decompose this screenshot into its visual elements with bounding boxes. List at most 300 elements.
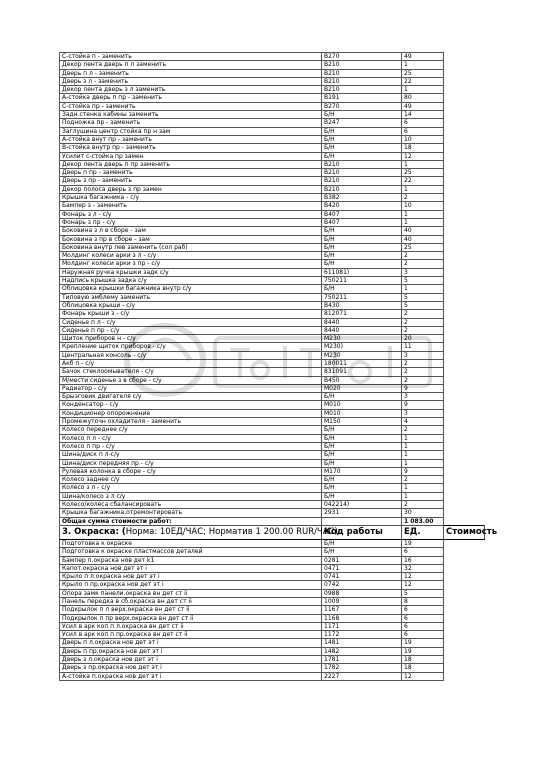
work-cost xyxy=(444,631,485,639)
work-cost xyxy=(444,177,485,185)
section-header-cell xyxy=(60,525,338,539)
work-name: Крышка багажника.отремонтировать xyxy=(60,509,322,517)
table-row xyxy=(60,144,485,152)
work-cost xyxy=(444,656,485,664)
work-cost xyxy=(444,119,485,127)
work-name: Крепление щиток приборов - с/у xyxy=(60,343,322,351)
work-units: 2 xyxy=(402,260,444,268)
table-row xyxy=(60,111,485,119)
table-row xyxy=(60,301,485,309)
work-units: 80 xyxy=(402,94,444,102)
work-code: B450 xyxy=(322,376,402,384)
work-units: 22 xyxy=(402,177,444,185)
work-code: Б/Н xyxy=(322,484,402,492)
work-cost xyxy=(444,202,485,210)
work-name: Усил в арк коп п л.окраска вн дет ст ii xyxy=(60,622,322,630)
paint-row xyxy=(60,614,485,622)
work-name: А-стойка внут пр - заменить xyxy=(60,135,322,143)
work-name: Фонарь крыши з - с/у xyxy=(60,310,322,318)
work-name: Боковина з л в сборе - зам xyxy=(60,227,322,235)
paint-row xyxy=(60,581,485,589)
work-name: Подготовка к окраске пластмассов деталей xyxy=(60,548,322,556)
work-units: 6 xyxy=(402,606,444,614)
table-row xyxy=(60,61,485,69)
work-code: Б/Н xyxy=(322,451,402,459)
work-name: Опора замк панели.окраска вн дет ст ii xyxy=(60,589,322,597)
work-cost xyxy=(444,194,485,202)
table-row xyxy=(60,442,485,450)
work-name: Колесо переднее с/у xyxy=(60,426,322,434)
column-header-code: Код работы xyxy=(322,525,402,539)
work-units: 5 xyxy=(402,293,444,301)
work-cost xyxy=(444,639,485,647)
total-label: Общая сумма стоимости работ: xyxy=(60,517,322,525)
paint-row xyxy=(60,647,485,655)
work-code: Б/Н xyxy=(322,260,402,268)
work-cost xyxy=(444,227,485,235)
table-row xyxy=(60,310,485,318)
work-cost xyxy=(444,589,485,597)
work-cost xyxy=(444,647,485,655)
work-cost xyxy=(444,326,485,334)
work-name: Конденсатор - с/у xyxy=(60,401,322,409)
table-row xyxy=(60,243,485,251)
work-cost xyxy=(444,160,485,168)
work-code: 1172 xyxy=(322,631,402,639)
table-row xyxy=(60,359,485,367)
work-code: B210 xyxy=(322,77,402,85)
work-cost xyxy=(444,418,485,426)
work-units: 40 xyxy=(402,227,444,235)
work-code: B210 xyxy=(322,61,402,69)
work-units: 1 xyxy=(402,459,444,467)
column-header-cost: Стоимость xyxy=(444,525,485,539)
work-code: Б/Н xyxy=(322,227,402,235)
work-units: 2 xyxy=(402,326,444,334)
work-units: 19 xyxy=(402,639,444,647)
work-code: 831091 xyxy=(322,368,402,376)
work-code: Б/Н xyxy=(322,144,402,152)
work-code: B430 xyxy=(322,301,402,309)
table-row xyxy=(60,77,485,85)
work-name: Декор полоса дверь з пр замен xyxy=(60,185,322,193)
work-code: B210 xyxy=(322,177,402,185)
work-cost xyxy=(444,335,485,343)
table-row xyxy=(60,426,485,434)
work-name: В-стойка внутр пр - заменить xyxy=(60,144,322,152)
work-code: B407 xyxy=(322,218,402,226)
work-name: Подкрылок п пр верх.окраска вн дет ст ii xyxy=(60,614,322,622)
work-name: Заглушина центр стойка пр н зам xyxy=(60,127,322,135)
work-cost xyxy=(444,235,485,243)
work-cost xyxy=(444,102,485,110)
paint-row xyxy=(60,564,485,572)
work-units: 1 xyxy=(402,442,444,450)
table-row xyxy=(60,102,485,110)
work-code: B270 xyxy=(322,102,402,110)
table-row xyxy=(60,227,485,235)
work-name: Колесо заднее с/у xyxy=(60,476,322,484)
work-cost xyxy=(444,318,485,326)
work-code: M020 xyxy=(322,384,402,392)
work-name: Брызговик двигателя с/у xyxy=(60,393,322,401)
work-name: Подготовка к окраске xyxy=(60,539,322,547)
work-units: 3 xyxy=(402,409,444,417)
work-name: Облицовка крыши - с/у xyxy=(60,301,322,309)
work-code: B407 xyxy=(322,210,402,218)
work-name: А-стойка дверь п пр - заменить xyxy=(60,94,322,102)
table-row xyxy=(60,194,485,202)
work-name: Задн.стенка кабины заменить xyxy=(60,111,322,119)
work-name: Колесо з л - с/у xyxy=(60,484,322,492)
paint-row xyxy=(60,672,485,680)
work-code: B191 xyxy=(322,94,402,102)
work-code: Б/Н xyxy=(322,243,402,251)
document-sheet xyxy=(59,52,498,681)
work-units: 40 xyxy=(402,235,444,243)
work-cost xyxy=(444,285,485,293)
work-cost xyxy=(444,434,485,442)
work-cost xyxy=(444,218,485,226)
work-units: 1 xyxy=(402,160,444,168)
work-name: Кондиционер опорожнение xyxy=(60,409,322,417)
work-name: Шина/диск п л-с/у xyxy=(60,451,322,459)
table-row xyxy=(60,318,485,326)
work-code: B270 xyxy=(322,53,402,61)
table-row xyxy=(60,335,485,343)
work-units: 2 xyxy=(402,252,444,260)
work-units: 1 xyxy=(402,210,444,218)
table-row xyxy=(60,169,485,177)
work-code: B210 xyxy=(322,86,402,94)
work-units: 3 xyxy=(402,351,444,359)
work-units: 16 xyxy=(402,556,444,564)
work-cost xyxy=(444,614,485,622)
total-block xyxy=(60,517,498,539)
table-row xyxy=(60,53,485,61)
work-cost xyxy=(444,77,485,85)
work-units: 12 xyxy=(402,573,444,581)
table-row xyxy=(60,343,485,351)
work-name: Промежуточн охладителя - заменить xyxy=(60,418,322,426)
work-units: 1 xyxy=(402,86,444,94)
work-units: 9 xyxy=(402,401,444,409)
work-cost xyxy=(444,548,485,556)
section-header-row xyxy=(60,525,485,539)
work-units: 10 xyxy=(402,135,444,143)
work-name: Молдинг колеси арки з пр - с/у xyxy=(60,260,322,268)
work-code: Б/Н xyxy=(322,434,402,442)
work-units: 1 xyxy=(402,218,444,226)
work-name: Облицовка крышки багажника внутр с/у xyxy=(60,285,322,293)
work-code: B247 xyxy=(322,119,402,127)
work-cost xyxy=(444,144,485,152)
work-code: 0742 xyxy=(322,581,402,589)
work-units: 4 xyxy=(402,418,444,426)
work-cost xyxy=(444,351,485,359)
work-name: Панель передка в сб.окраска вн дет ст ii xyxy=(60,598,322,606)
section-title: 3. Окраска: ( xyxy=(62,526,126,537)
work-units: 3 xyxy=(402,393,444,401)
work-units: 25 xyxy=(402,69,444,77)
work-units: 22 xyxy=(402,77,444,85)
work-cost xyxy=(444,672,485,680)
work-code: 1167 xyxy=(322,606,402,614)
work-cost xyxy=(444,268,485,276)
work-name: Молдинг колеси арки з л - с/у xyxy=(60,252,322,260)
table-row xyxy=(60,252,485,260)
work-units: 1 xyxy=(402,484,444,492)
work-code: B382 xyxy=(322,194,402,202)
table-row xyxy=(60,368,485,376)
work-cost xyxy=(444,409,485,417)
work-units: 18 xyxy=(402,656,444,664)
work-code: 1481 xyxy=(322,639,402,647)
work-name: Бампер з - заменить xyxy=(60,202,322,210)
work-units: 2 xyxy=(402,501,444,509)
work-code: 750211 xyxy=(322,277,402,285)
work-cost xyxy=(444,135,485,143)
work-cost xyxy=(444,293,485,301)
work-units: 2 xyxy=(402,426,444,434)
work-units: 6 xyxy=(402,614,444,622)
work-code: Б/Н xyxy=(322,442,402,450)
work-units: 14 xyxy=(402,111,444,119)
work-cost xyxy=(444,53,485,61)
table-row xyxy=(60,476,485,484)
work-cost xyxy=(444,401,485,409)
work-units: 49 xyxy=(402,102,444,110)
work-cost xyxy=(444,539,485,547)
work-cost xyxy=(444,243,485,251)
table-row xyxy=(60,135,485,143)
paint-row xyxy=(60,631,485,639)
work-code: M230 xyxy=(322,351,402,359)
painting-table-body xyxy=(60,539,485,680)
work-name: Щиток приборов н - с/у xyxy=(60,335,322,343)
work-code: 0741 xyxy=(322,573,402,581)
work-units: 1 xyxy=(402,492,444,500)
table-row xyxy=(60,268,485,276)
work-name: Декор лента дверь з л заменить xyxy=(60,86,322,94)
work-units: 5 xyxy=(402,589,444,597)
work-units: 9 xyxy=(402,467,444,475)
work-code: B210 xyxy=(322,160,402,168)
table-row xyxy=(60,185,485,193)
total-row xyxy=(60,517,485,525)
paint-row xyxy=(60,548,485,556)
work-units: 1 xyxy=(402,61,444,69)
work-code: 750211 xyxy=(322,293,402,301)
work-name: Колесо/колеса сбалансировать xyxy=(60,501,322,509)
section-subtitle: Норма: 10ЕД/ЧАС; Норматив 1 200.00 RUR/ЧАС) xyxy=(125,526,338,537)
work-name: Шина/диск передняя пр - с/у xyxy=(60,459,322,467)
work-cost xyxy=(444,606,485,614)
work-name: Бачок стеклоомывателя - с/у xyxy=(60,368,322,376)
work-code: B210 xyxy=(322,69,402,77)
work-code: Б/Н xyxy=(322,459,402,467)
work-code: 2931 xyxy=(322,509,402,517)
work-cost xyxy=(444,61,485,69)
work-code: Б/Н xyxy=(322,285,402,293)
work-units: 2 xyxy=(402,310,444,318)
work-code: Б/Н xyxy=(322,426,402,434)
work-cost xyxy=(444,260,485,268)
work-units: 25 xyxy=(402,169,444,177)
work-name: Типовую эмблему заменить xyxy=(60,293,322,301)
work-name: Дверь п пр - заменить xyxy=(60,169,322,177)
work-cost xyxy=(444,426,485,434)
table-row xyxy=(60,94,485,102)
table-row xyxy=(60,351,485,359)
work-units: 3 xyxy=(402,268,444,276)
work-code: 0988 xyxy=(322,589,402,597)
work-code: Б/Н xyxy=(322,152,402,160)
work-code: Б/Н xyxy=(322,252,402,260)
paint-row xyxy=(60,639,485,647)
paint-row xyxy=(60,573,485,581)
work-name: Акб п - с/у xyxy=(60,359,322,367)
table-row xyxy=(60,401,485,409)
work-units: 11 xyxy=(402,343,444,351)
work-name: Усил в арк коп п пр.окраска вн дет ст ii xyxy=(60,631,322,639)
work-code: M010 xyxy=(322,401,402,409)
table-row xyxy=(60,418,485,426)
work-units: 12 xyxy=(402,581,444,589)
work-cost xyxy=(444,310,485,318)
table-row xyxy=(60,69,485,77)
work-cost xyxy=(444,152,485,160)
paint-row xyxy=(60,664,485,672)
work-name: Колесо п л - с/у xyxy=(60,434,322,442)
table-row xyxy=(60,277,485,285)
work-code: 1781 xyxy=(322,656,402,664)
work-code: 2227 xyxy=(322,672,402,680)
table-row xyxy=(60,127,485,135)
table-row xyxy=(60,384,485,392)
work-cost xyxy=(444,564,485,572)
work-cost xyxy=(444,664,485,672)
work-units: 6 xyxy=(402,548,444,556)
work-name: Бампер п.окраска нов дет k1 xyxy=(60,556,322,564)
work-code: M150 xyxy=(322,418,402,426)
table-row xyxy=(60,119,485,127)
table-row xyxy=(60,152,485,160)
table-row xyxy=(60,285,485,293)
work-cost xyxy=(444,393,485,401)
work-name: С-стойка пр - заменить xyxy=(60,102,322,110)
work-name: Сиденье п пр - с/у xyxy=(60,326,322,334)
paint-row xyxy=(60,598,485,606)
work-cost xyxy=(444,376,485,384)
work-name: Подножка пр - заменить xyxy=(60,119,322,127)
work-cost xyxy=(444,343,485,351)
work-units: 6 xyxy=(402,119,444,127)
work-cost xyxy=(444,509,485,517)
work-units: 9 xyxy=(402,384,444,392)
work-code: Б/Н xyxy=(322,235,402,243)
table-row xyxy=(60,501,485,509)
work-name: Дверь з пр.окраска нов дет эт i xyxy=(60,664,322,672)
work-code: M010 xyxy=(322,409,402,417)
work-cost xyxy=(444,459,485,467)
work-code: 1171 xyxy=(322,622,402,630)
table-row xyxy=(60,409,485,417)
work-name: С-стойка п - заменить xyxy=(60,53,322,61)
paint-row xyxy=(60,656,485,664)
paint-row xyxy=(60,556,485,564)
work-units: 18 xyxy=(402,664,444,672)
table-row xyxy=(60,451,485,459)
paint-row xyxy=(60,622,485,630)
work-units: 2 xyxy=(402,359,444,367)
work-code: B210 xyxy=(322,169,402,177)
work-units: 6 xyxy=(402,127,444,135)
work-cost xyxy=(444,359,485,367)
work-code: Б/Н xyxy=(322,393,402,401)
work-cost xyxy=(444,581,485,589)
work-name: Декор лента дверь п пр заменить xyxy=(60,160,322,168)
work-code: Б/Н xyxy=(322,492,402,500)
table-row xyxy=(60,260,485,268)
work-code: M230 xyxy=(322,335,402,343)
work-units: 6 xyxy=(402,631,444,639)
work-name: Надпись крышка задка с/у xyxy=(60,277,322,285)
work-units: 12 xyxy=(402,672,444,680)
work-code: 1482 xyxy=(322,647,402,655)
paint-row xyxy=(60,589,485,597)
work-code: B420 xyxy=(322,202,402,210)
work-name: Радиатор - с/у xyxy=(60,384,322,392)
work-cost xyxy=(444,442,485,450)
work-cost xyxy=(444,69,485,77)
table-row xyxy=(60,202,485,210)
work-name: Сиденье п л - с/у xyxy=(60,318,322,326)
work-cost xyxy=(444,210,485,218)
work-units: 19 xyxy=(402,647,444,655)
total-value: 1 083.00 xyxy=(402,517,444,525)
work-cost xyxy=(444,384,485,392)
table-row xyxy=(60,160,485,168)
work-code: 8440 xyxy=(322,318,402,326)
table-row xyxy=(60,177,485,185)
work-name: Дверь з л.окраска нов дет эт i xyxy=(60,656,322,664)
work-code: 1168 xyxy=(322,614,402,622)
work-name: Колесо п пр - с/у xyxy=(60,442,322,450)
work-cost xyxy=(444,169,485,177)
work-code: 0281 xyxy=(322,556,402,564)
work-cost xyxy=(444,476,485,484)
work-cost xyxy=(444,451,485,459)
work-code: Б/Н xyxy=(322,111,402,119)
work-name: Дверь п л.окраска нов дет эт i xyxy=(60,639,322,647)
work-code: Б/Н xyxy=(322,476,402,484)
table-row xyxy=(60,86,485,94)
work-units: 5 xyxy=(402,277,444,285)
work-units: 1 xyxy=(402,185,444,193)
table-row xyxy=(60,218,485,226)
table-row xyxy=(60,434,485,442)
work-cost xyxy=(444,111,485,119)
work-name: Боковина внутр лев заменить (сол раб) xyxy=(60,243,322,251)
work-units: 25 xyxy=(402,243,444,251)
work-cost xyxy=(444,573,485,581)
work-units: 2 xyxy=(402,194,444,202)
work-name: Декор лента дверь п л заменить xyxy=(60,61,322,69)
work-code: 1782 xyxy=(322,664,402,672)
work-name: А-стойка п.окраска нов дет эт i xyxy=(60,672,322,680)
work-name: Боковина з пр в сборе - зам xyxy=(60,235,322,243)
